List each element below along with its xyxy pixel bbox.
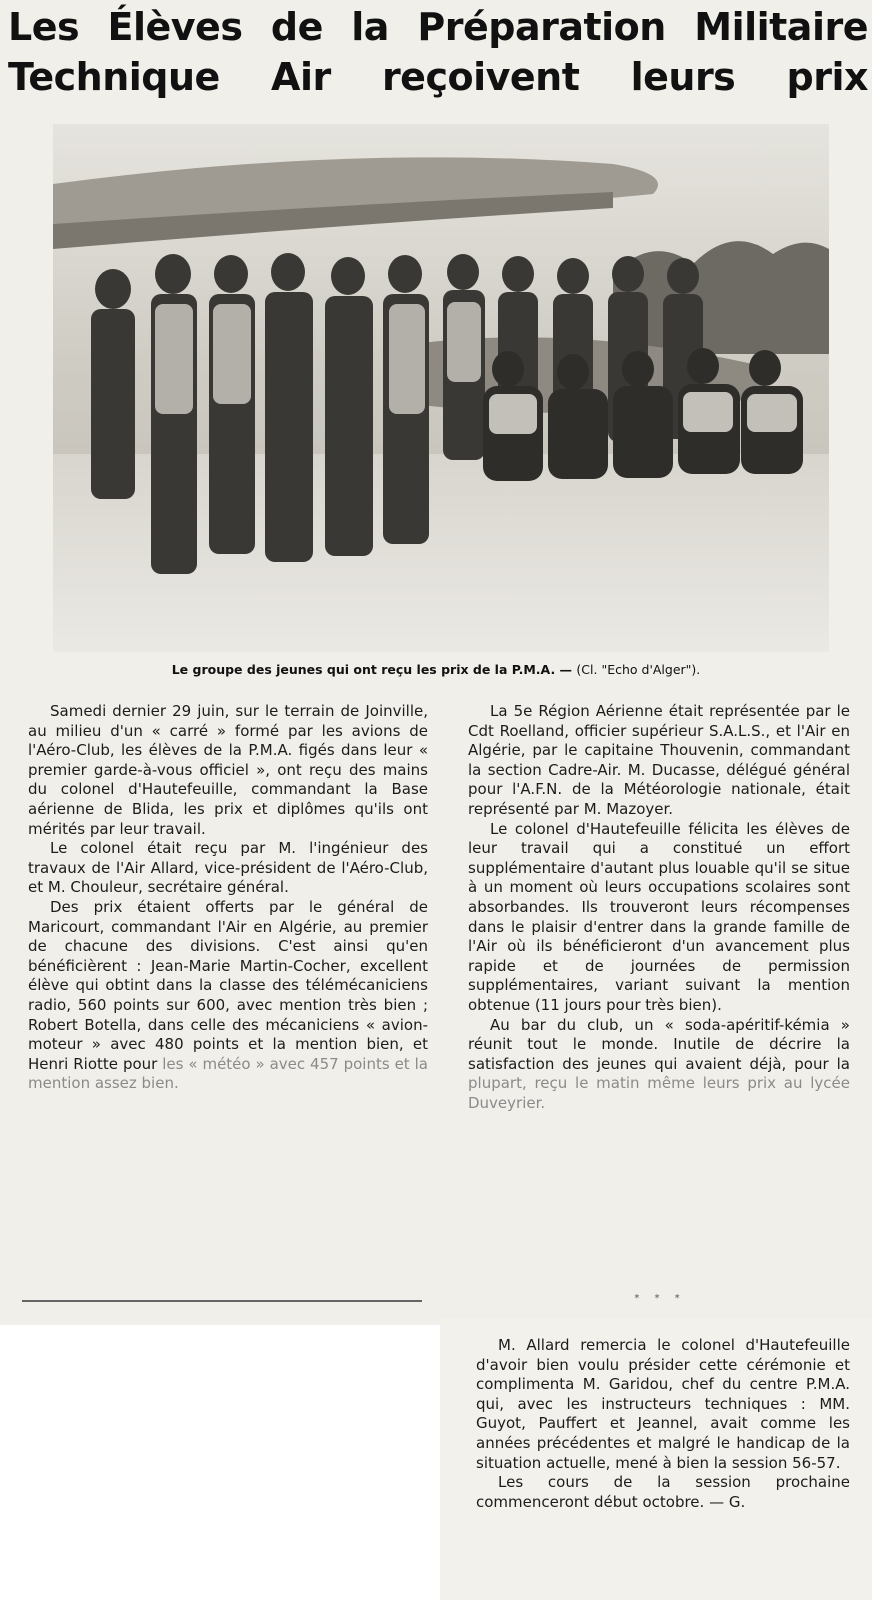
paragraph: Le colonel était reçu par M. l'ingénieur des travaux de l'Air Allard, vice-président de l'Aéro-Club, et M. Chouleur, secrétaire général. bbox=[28, 839, 428, 897]
paragraph: Les cours de la session prochaine commenceront début octobre. — G. bbox=[476, 1473, 850, 1511]
article-column-continuation bbox=[476, 1336, 850, 1512]
paragraph: Samedi dernier 29 juin, sur le terrain de Joinville, au milieu d'un « carré » formé par les avions de l'Aéro-Club, les élèves de la P.M.A. figés dans leur « premier garde-à-vous officiel », ont reçu des mains du colonel d'Hautefeuille, commandant la Base aérienne de Blida, les prix et diplômes qu'ils ont mérités par leur travail. bbox=[28, 702, 428, 838]
paragraph-faded-text: les « météo » avec 457 points et la mention assez bien. bbox=[28, 1054, 428, 1093]
paragraph: Le colonel d'Hautefeuille félicita les élèves de leur travail qui a constitué un effort supplémentaire d'autant plus louable qu'il se situe à un moment où leurs occupations scolaires sont absorbandes. Ils trouveront leurs récompenses dans le plaisir d'entrer dans la grande famille de l'Air où ils bénéficieront d'un avancement plus rapide et de journées de permission supplémentaires, variant suivant la mention obtenue (11 jours pour très bien). bbox=[468, 819, 850, 1014]
paragraph-text: Des prix étaient offerts par le général de Maricourt, commandant l'Air en Algérie, au premier de chacune des divisions. C'est ainsi qu'en bénéficièrent : Jean-Marie Martin-Cocher, excellent élève qui obtint dans la classe des télémécaniciens radio, 560 points sur 600, avec mention très bien ; Robert Botella, dans celle des mécaniciens « avion-moteur » avec 480 points et la mention bien, et Henri Riotte pour bbox=[28, 897, 428, 1073]
headline-line-1: Les Élèves de la Préparation Militaire bbox=[8, 5, 868, 49]
headline bbox=[8, 2, 868, 102]
caption-credit: (Cl. "Echo d'Alger"). bbox=[576, 662, 701, 677]
paragraph-text: Au bar du club, un « soda-apéritif-kémia » réunit tout le monde. Inutile de décrire la satisfaction des jeunes qui avaient déjà, pour la bbox=[468, 1015, 850, 1073]
paragraph: M. Allard remercia le colonel d'Hautefeuille d'avoir bien voulu présider cette cérémonie et complimenta M. Garidou, chef du centre P.M.A. qui, avec les instructeurs techniques : MM. Guyot, Pauffert et Jeannel, avait comme les années précédentes et malgré le handicap de la situation actuelle, mené à bien la session 56-57. bbox=[476, 1336, 850, 1472]
paragraph-faded-text: plupart, reçu le matin même leurs prix au lycée Duveyrier. bbox=[468, 1074, 850, 1112]
photo-caption bbox=[10, 662, 862, 677]
paragraph bbox=[468, 1016, 850, 1114]
article-column-left bbox=[28, 702, 428, 1094]
section-separator: * * * bbox=[634, 1293, 686, 1304]
paragraph: La 5e Région Aérienne était représentée par le Cdt Roelland, officier supérieur S.A.L.S., et l'Air en Algérie, par le capitaine Thouvenin, commandant la section Cadre-Air. M. Ducasse, délégué général pour l'A.F.N. de la Météorologie nationale, était représenté par M. Mazoyer. bbox=[468, 702, 850, 818]
group-photo bbox=[53, 124, 829, 652]
column-rule bbox=[22, 1300, 422, 1302]
article-column-right bbox=[468, 702, 850, 1113]
group-photo-illustration bbox=[53, 124, 829, 652]
caption-text: Le groupe des jeunes qui ont reçu les prix de la P.M.A. — bbox=[171, 662, 573, 677]
headline-line-2: Technique Air reçoivent leurs prix bbox=[8, 55, 868, 99]
paragraph bbox=[28, 898, 428, 1094]
